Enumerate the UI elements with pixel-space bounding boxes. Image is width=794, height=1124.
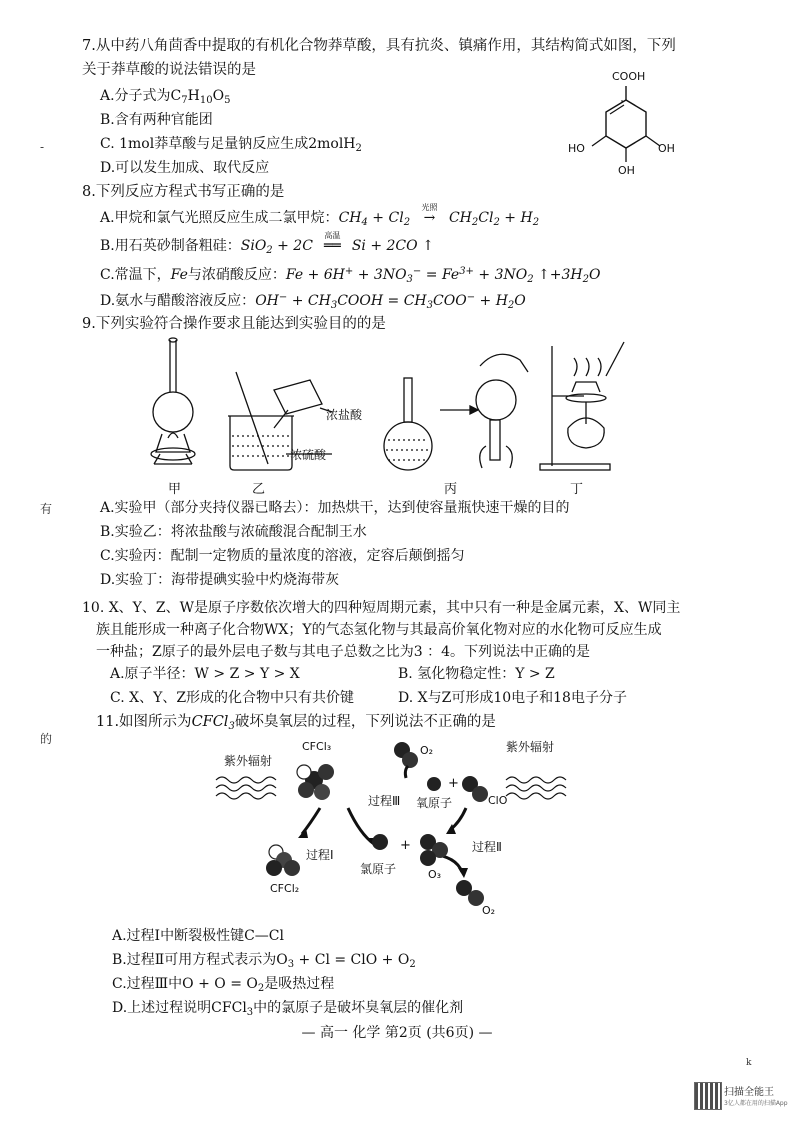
struct-oh-right: OH: [658, 142, 675, 155]
q7-option-d: D.可以发生加成、取代反应: [100, 160, 270, 176]
q8-option-a: A.甲烷和氯气光照反应生成二氯甲烷：$CH_4 + Cl_2$ 光照 → $CH_2Cl_2 + H_2$: [100, 203, 540, 228]
oxygen-atom-mark: [427, 777, 441, 791]
uv-waves-left: [216, 777, 276, 799]
apparatus-ding: [540, 342, 624, 470]
margin-mark-dash: -: [40, 140, 45, 154]
q10-option-a: A.原子半径：W > Z > Y > X: [110, 666, 300, 682]
label-process-3: 过程Ⅲ: [368, 794, 401, 808]
q10-line1: 10. X、Y、Z、W是原子序数依次增大的四种短周期元素，其中只有一种是金属元素，X、W同主: [82, 600, 681, 616]
chlorine-atom-mark: [372, 834, 388, 850]
apparatus-bing: [384, 354, 528, 470]
label-o3: O₃: [428, 868, 442, 881]
caption-jia: 甲: [168, 482, 182, 497]
label-uv-left: 紫外辐射: [224, 754, 273, 768]
o2-top-molecule: [394, 742, 418, 768]
q7-stem-line2: 关于莽草酸的说法错误的是: [82, 62, 256, 78]
struct-ho-left: HO: [568, 142, 585, 155]
cfcl3-molecule: [297, 764, 334, 800]
page-footer: — 高一 化学 第2页 (共6页) —: [301, 1025, 493, 1041]
ozone-depletion-figure: [210, 734, 580, 920]
label-conc-hcl: 浓盐酸: [326, 408, 363, 422]
q11-stem: 11.如图所示为CFCl$_3$破坏臭氧层的过程，下列说法不正确的是: [96, 714, 496, 732]
caption-ding: 丁: [570, 482, 584, 497]
q8-option-c: C.常温下，Fe与浓硝酸反应：$Fe + 6H^+ + 3NO_3^- = Fe^{3+} + 3NO_2$ $↑+3H_2O$: [100, 266, 601, 285]
apparatus-jia: [151, 338, 195, 464]
q11-option-d: D.上述过程说明CFCl$_3$中的氯原子是破坏臭氧层的催化剂: [112, 1000, 464, 1018]
q10-line3: 一种盐；Z原子的最外层电子数与其电子总数之比为3 ：4。下列说法中正确的是: [96, 644, 590, 660]
q11-option-a: A.过程Ⅰ中断裂极性键C—Cl: [112, 928, 284, 944]
q9-option-a: A.实验甲（部分夹持仪器已略去）：加热烘干，达到使容量瓶快速干燥的目的: [100, 500, 570, 516]
margin-mark-you: 有: [40, 502, 53, 516]
margin-mark-de: 的: [40, 732, 53, 746]
label-cfcl2: CFCl₂: [270, 882, 300, 895]
label-clo: ClO: [488, 794, 508, 807]
qr-code-icon: [694, 1082, 722, 1110]
q7-option-a: A.分子式为$C_7H_{10}O_5$: [100, 88, 231, 106]
clo-molecule: [462, 776, 488, 802]
scanner-brand: 扫描全能王: [724, 1087, 774, 1098]
q11-option-c: C.过程Ⅲ中$O + O = O_2$是吸热过程: [112, 976, 335, 994]
q7-stem-line1: 7.从中药八角茴香中提取的有机化合物莽草酸，具有抗炎、镇痛作用，其结构简式如图，下列: [82, 38, 676, 54]
q9-option-c: C.实验丙：配制一定物质的量浓度的溶液，定容后颠倒摇匀: [100, 548, 465, 564]
q9-stem: 9.下列实验符合操作要求且能达到实验目的的是: [82, 316, 386, 332]
q9-option-d: D.实验丁：海带提碘实验中灼烧海带灰: [100, 572, 340, 588]
margin-mark-k: k: [746, 1058, 752, 1068]
q8-option-b: B.用石英砂制备粗硅：SiO$_2$ + 2C 高温 ══ Si + 2CO ↑: [100, 231, 434, 256]
shikimic-acid-structure: [560, 70, 690, 180]
label-plus-1: +: [448, 776, 459, 791]
q7-option-c: C. 1mol莽草酸与足量钠反应生成2molH$_2$: [100, 136, 362, 154]
q11-option-b: B.过程Ⅱ可用方程式表示为$O_3 + Cl$ = ClO + $O_2$: [112, 952, 416, 970]
label-plus-2: +: [400, 838, 411, 853]
label-o2-top: O₂: [420, 744, 434, 757]
o2-bottom-molecule: [456, 880, 484, 906]
q10-option-b: B. 氢化物稳定性：Y > Z: [398, 666, 555, 682]
q10-line2: 族且能形成一种离子化合物WX；Y的气态氢化物与其最高价氧化物对应的水化物可反应生成: [96, 622, 662, 638]
q8-option-d: D.氨水与醋酸溶液反应：$OH^- + CH_3COOH = CH_3COO^- + H_2O$: [100, 292, 526, 311]
label-cfcl3: CFCl₃: [302, 740, 332, 753]
q10-option-d: D. X与Z可形成10电子和18电子分子: [398, 690, 627, 706]
q9-option-b: B.实验乙：将浓盐酸与浓硫酸混合配制王水: [100, 524, 367, 540]
uv-waves-right: [506, 777, 566, 799]
label-process-1: 过程Ⅰ: [306, 848, 334, 862]
label-chlorine-atom: 氯原子: [360, 862, 397, 876]
label-o2-bottom: O₂: [482, 904, 496, 917]
o3-molecule: [420, 834, 448, 866]
caption-yi: 乙: [252, 482, 266, 497]
label-oxygen-atom: 氧原子: [416, 796, 453, 810]
q10-option-c: C. X、Y、Z形成的化合物中只有共价键: [110, 690, 355, 706]
q7-option-b: B.含有两种官能团: [100, 112, 213, 128]
scanner-tagline: 3亿人都在用的扫描App: [724, 1100, 788, 1107]
label-uv-right: 紫外辐射: [506, 740, 555, 754]
q9-apparatus-figure: [140, 336, 660, 496]
q8-stem: 8.下列反应方程式书写正确的是: [82, 184, 285, 200]
label-conc-h2so4: 浓硫酸: [290, 448, 327, 462]
cfcl2-molecule: [266, 845, 300, 876]
label-process-2: 过程Ⅱ: [472, 840, 502, 854]
caption-bing: 丙: [444, 482, 458, 497]
struct-cooh: COOH: [612, 70, 646, 83]
struct-oh-bottom: OH: [618, 164, 635, 177]
